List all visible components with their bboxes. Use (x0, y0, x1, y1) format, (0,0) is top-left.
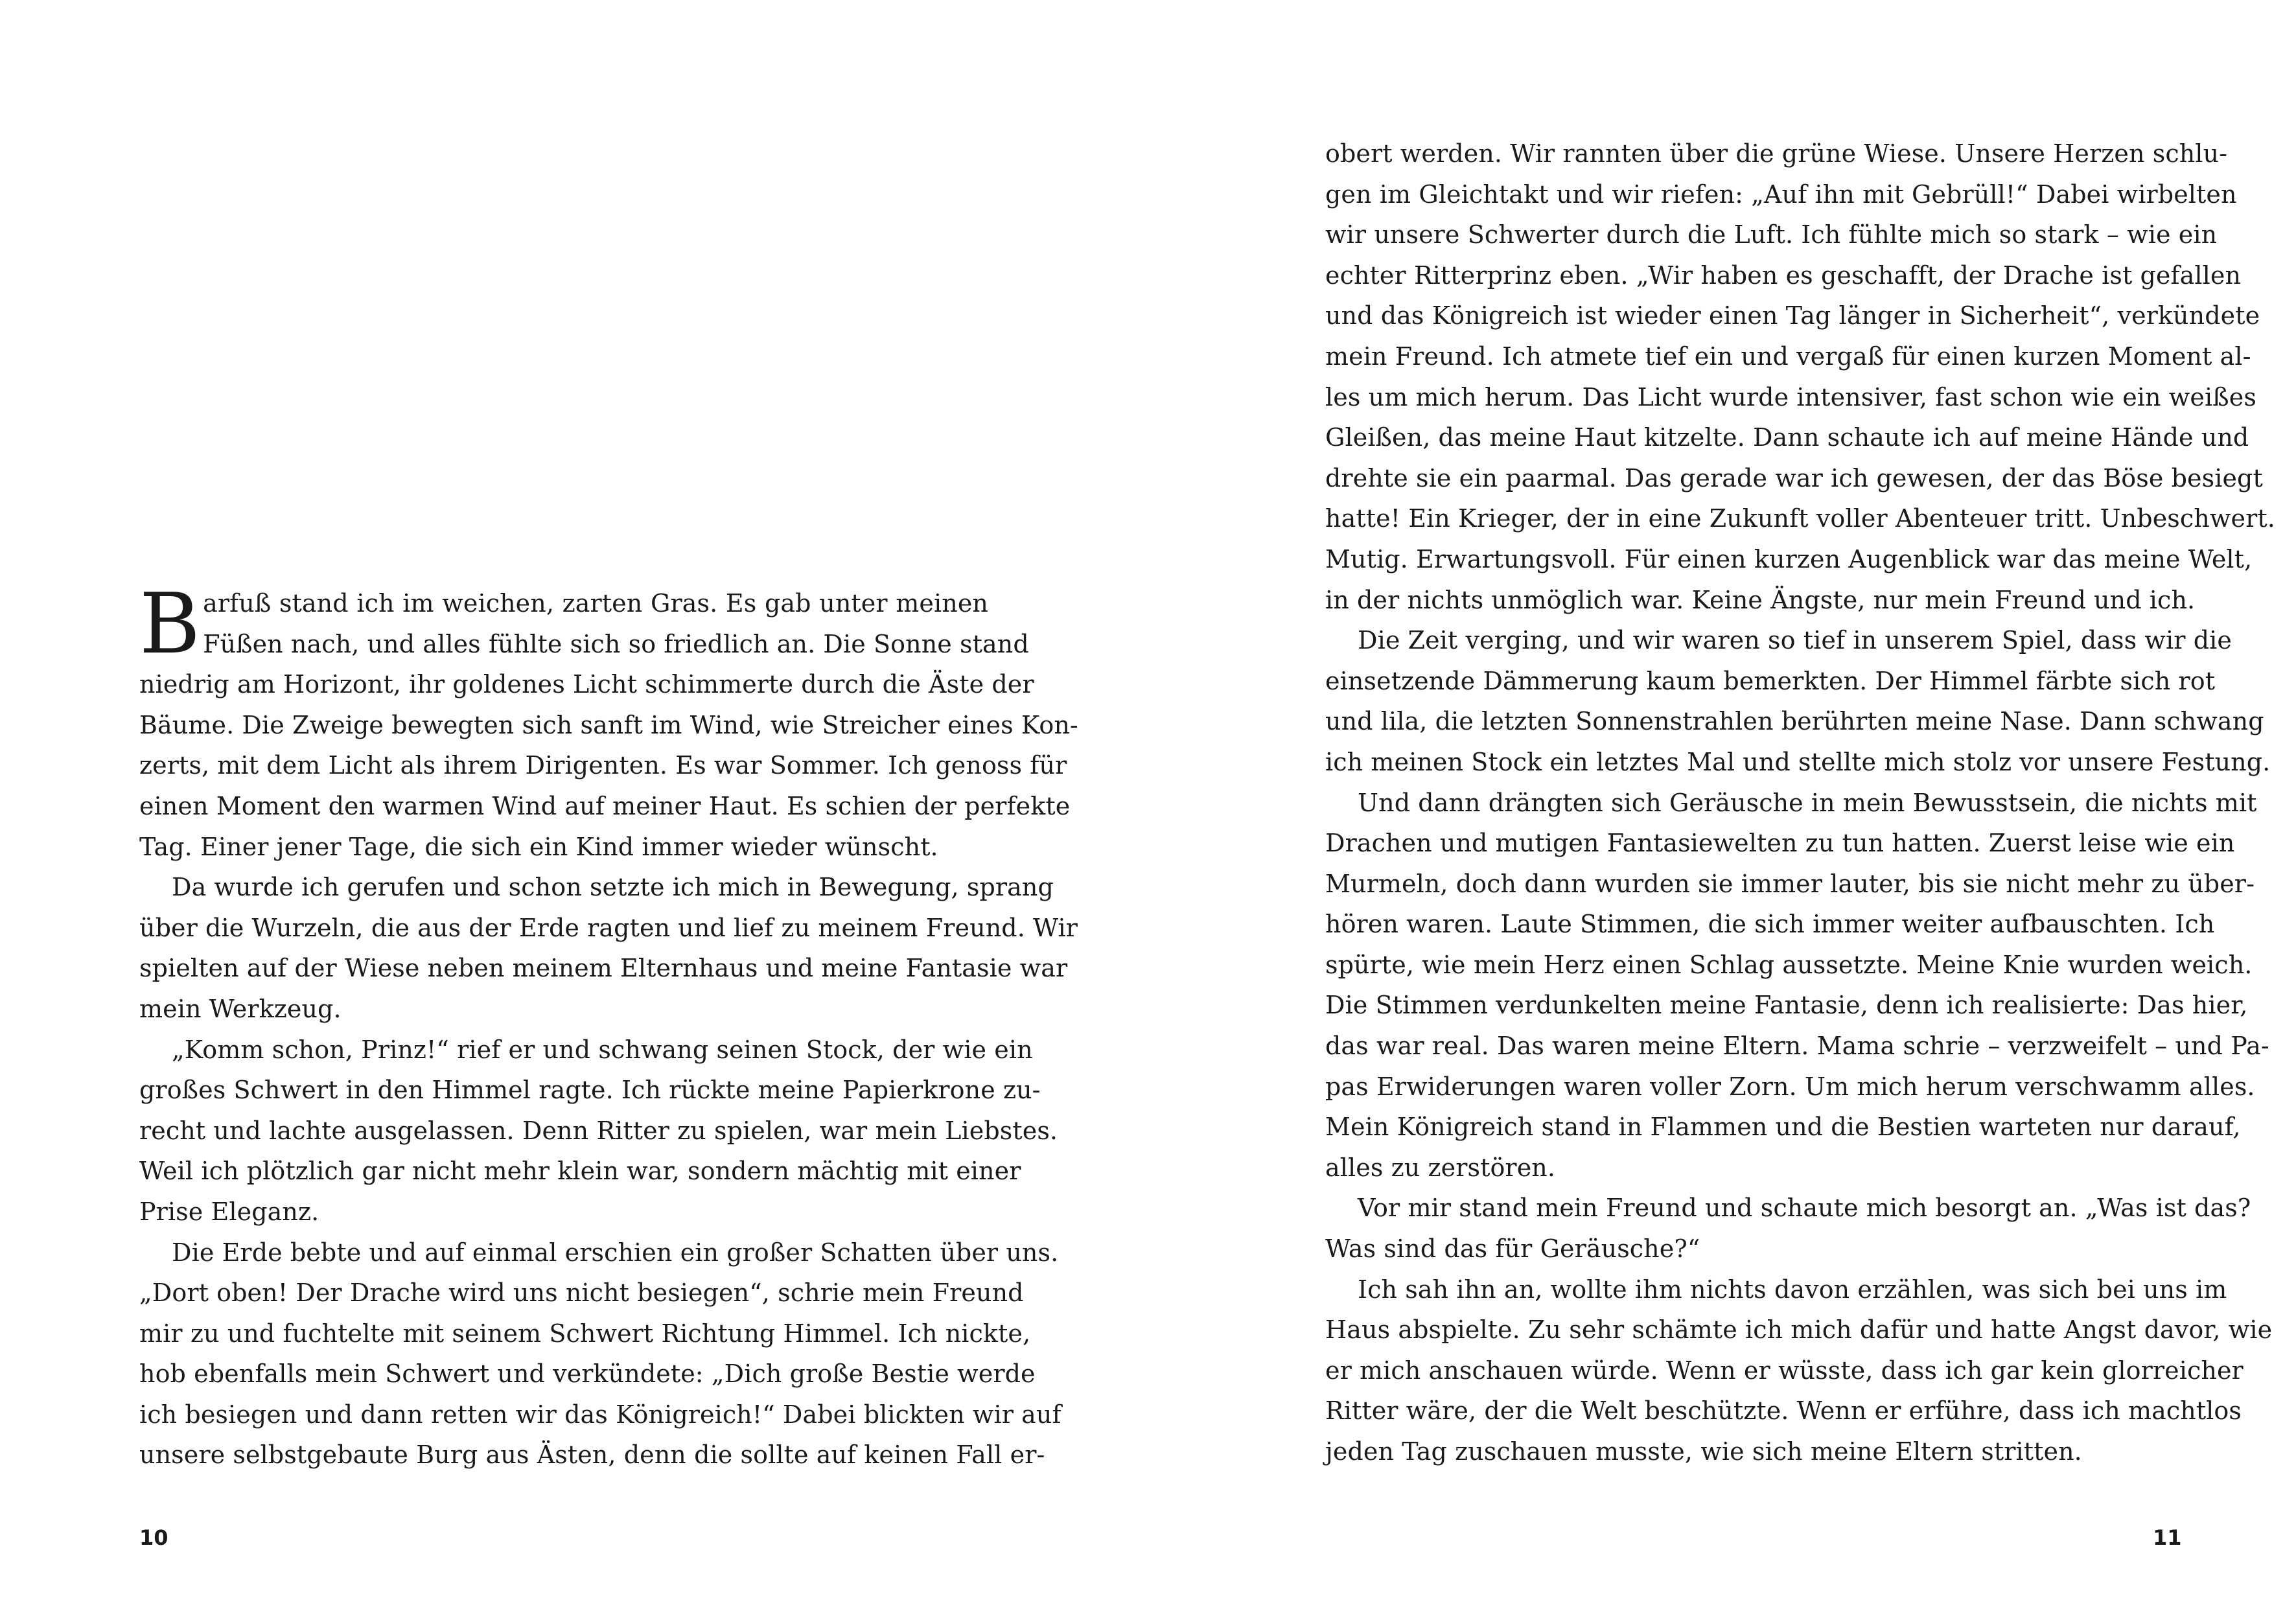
text-line: Tag. Einer jener Tage, die sich ein Kind immer wieder wünscht. (139, 832, 938, 861)
drop-cap-letter: B (139, 576, 201, 673)
paragraph-1 (139, 576, 1078, 867)
text-line: gen im Gleichtakt und wir riefen: „Auf ihn mit Gebrüll!“ Dabei wirbelten (1325, 179, 2237, 209)
left-page-text (139, 576, 1078, 1475)
text-line: jeden Tag zuschauen musste, wie sich meine Eltern stritten. (1325, 1437, 2082, 1466)
text-line: arfuß stand ich im weichen, zarten Gras. Es gab unter meinen (203, 589, 988, 618)
text-line: in der nichts unmöglich war. Keine Ängste, nur mein Freund und ich. (1325, 585, 2196, 614)
text-line: spürte, wie mein Herz einen Schlag aussetzte. Meine Knie wurden weich. (1325, 950, 2253, 979)
text-line: „Komm schon, Prinz!“ rief er und schwang seinen Stock, der wie ein (172, 1035, 1033, 1064)
text-line: Ich sah ihn an, wollte ihm nichts davon erzählen, was sich bei uns im (1358, 1275, 2227, 1304)
text-line: Drachen und mutigen Fantasiewelten zu tun hatten. Zuerst leise wie ein (1325, 829, 2235, 858)
text-line: mein Freund. Ich atmete tief ein und vergaß für einen kurzen Moment al- (1325, 341, 2251, 371)
paragraph-5 (1325, 133, 2275, 620)
text-line: recht und lachte ausgelassen. Denn Ritter zu spielen, war mein Liebstes. (139, 1116, 1058, 1145)
text-line: spielten auf der Wiese neben meinem Elternhaus und meine Fantasie war (139, 954, 1068, 983)
text-line: er mich anschauen würde. Wenn er wüsste, dass ich gar kein glorreicher (1325, 1356, 2244, 1385)
text-line: mir zu und fuchtelte mit seinem Schwert Richtung Himmel. Ich nickte, (139, 1319, 1031, 1348)
text-line: Da wurde ich gerufen und schon setzte ich mich in Bewegung, sprang (172, 873, 1054, 902)
text-line: Mutig. Erwartungsvoll. Für einen kurzen Augenblick war das meine Welt, (1325, 544, 2253, 573)
text-line: alles zu zerstören. (1325, 1153, 1556, 1182)
paragraph-9 (1325, 1269, 2273, 1472)
text-line: und lila, die letzten Sonnenstrahlen berührten meine Nase. Dann schwang (1325, 707, 2264, 736)
paragraph-3 (139, 1030, 1058, 1232)
text-line: über die Wurzeln, die aus der Erde ragten und lief zu meinem Freund. Wir (139, 913, 1078, 942)
text-line: zerts, mit dem Licht als ihrem Dirigenten. Es war Sommer. Ich genoss für (139, 751, 1067, 780)
text-line: Die Zeit verging, und wir waren so tief in unserem Spiel, dass wir die (1358, 626, 2232, 655)
text-line: Weil ich plötzlich gar nicht mehr klein war, sondern mächtig mit einer (139, 1157, 1021, 1186)
text-line: drehte sie ein paarmal. Das gerade war ich gewesen, der das Böse besiegt (1325, 463, 2263, 492)
text-line: einen Moment den warmen Wind auf meiner Haut. Es schien der perfekte (139, 791, 1071, 820)
text-line: Die Stimmen verdunkelten meine Fantasie, denn ich realisierte: Das hier, (1325, 991, 2248, 1020)
text-line: Was sind das für Geräusche?“ (1325, 1234, 1700, 1264)
right-page-text (1325, 133, 2275, 1472)
text-line: Die Erde bebte und auf einmal erschien ein großer Schatten über uns. (172, 1238, 1059, 1267)
text-line: pas Erwiderungen waren voller Zorn. Um mich herum verschwamm alles. (1325, 1072, 2255, 1101)
text-line: niedrig am Horizont, ihr goldenes Licht schimmerte durch die Äste der (139, 670, 1034, 699)
paragraph-7 (1325, 783, 2269, 1188)
text-line: hören waren. Laute Stimmen, die sich immer weiter aufbauschten. Ich (1325, 910, 2215, 939)
paragraph-8 (1325, 1188, 2251, 1269)
text-line: Haus abspielte. Zu sehr schämte ich mich dafür und hatte Angst davor, wie (1325, 1315, 2273, 1345)
text-line: obert werden. Wir rannten über die grüne Wiese. Unsere Herzen schlu- (1325, 139, 2228, 168)
text-line: Vor mir stand mein Freund und schaute mich besorgt an. „Was ist das? (1358, 1194, 2251, 1223)
text-line: einsetzende Dämmerung kaum bemerkten. Der Himmel färbte sich rot (1325, 666, 2216, 695)
text-line: großes Schwert in den Himmel ragte. Ich rückte meine Papierkrone zu- (139, 1076, 1041, 1105)
text-line: Murmeln, doch dann wurden sie immer lauter, bis sie nicht mehr zu über- (1325, 869, 2255, 898)
text-line: Und dann drängten sich Geräusche in mein Bewusstsein, die nichts mit (1358, 788, 2257, 817)
paragraph-4 (139, 1232, 1061, 1476)
text-line: ich meinen Stock ein letztes Mal und stellte mich stolz vor unsere Festung. (1325, 747, 2271, 776)
text-line: echter Ritterprinz eben. „Wir haben es geschafft, der Drache ist gefallen (1325, 260, 2242, 290)
page-number-left: 10 (139, 1525, 168, 1550)
text-line: Gleißen, das meine Haut kitzelte. Dann schaute ich auf meine Hände und (1325, 423, 2249, 452)
text-line: hob ebenfalls mein Schwert und verkündete: „Dich große Bestie werde (139, 1359, 1036, 1389)
text-line: les um mich herum. Das Licht wurde intensiver, fast schon wie ein weißes (1325, 382, 2256, 411)
text-line: mein Werkzeug. (139, 994, 342, 1023)
text-line: wir unsere Schwerter durch die Luft. Ich fühlte mich so stark – wie ein (1325, 220, 2218, 249)
text-line: das war real. Das waren meine Eltern. Mama schrie – verzweifelt – und Pa- (1325, 1032, 2269, 1061)
text-line: hatte! Ein Krieger, der in eine Zukunft voller Abenteuer tritt. Unbeschwert. (1325, 504, 2275, 533)
text-line: Mein Königreich stand in Flammen und die Bestien warteten nur darauf, (1325, 1113, 2241, 1142)
text-line: Bäume. Die Zweige bewegten sich sanft im Wind, wie Streicher eines Kon- (139, 710, 1078, 739)
text-line: Prise Eleganz. (139, 1197, 319, 1226)
paragraph-2 (139, 867, 1078, 1029)
text-line: unsere selbstgebaute Burg aus Ästen, denn die sollte auf keinen Fall er- (139, 1440, 1045, 1470)
text-line: Füßen nach, und alles fühlte sich so friedlich an. Die Sonne stand (203, 629, 1029, 658)
page-number-right: 11 (2153, 1525, 2182, 1550)
text-line: Ritter wäre, der die Welt beschützte. Wenn er erführe, dass ich machtlos (1325, 1396, 2242, 1426)
text-line: und das Königreich ist wieder einen Tag länger in Sicherheit“, verkündete (1325, 301, 2260, 330)
text-line: „Dort oben! Der Drache wird uns nicht besiegen“, schrie mein Freund (139, 1278, 1024, 1308)
paragraph-6 (1325, 620, 2271, 782)
text-line: ich besiegen und dann retten wir das Königreich!“ Dabei blickten wir auf (139, 1400, 1061, 1429)
